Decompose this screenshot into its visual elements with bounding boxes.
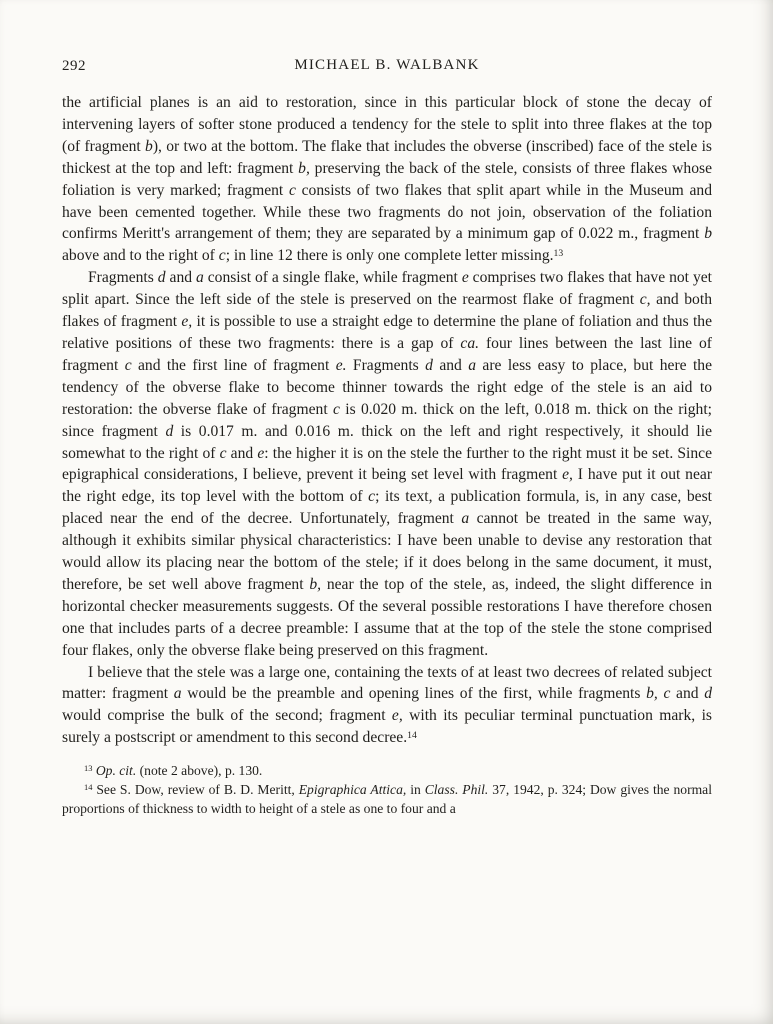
footnote-reference: 13 [553,247,564,259]
text-run: consist of a single flake, while fragment [203,269,462,287]
text-run: is 0.017 m. and 0.016 m. thick on the left and right respectively, it should lie somewhat to the right of [62,422,712,462]
italic-text: d [425,356,433,374]
italic-text: b, c [646,685,671,703]
footnote-reference: 14 [407,729,417,741]
paragraph [62,662,712,750]
text-run: consists of two flakes that split apart while in the Museum and have been cemented together. While these two fragments do not join, observation of the foliation confirms Meritt's arrangement of them; they are separated by a minimum gap of 0.022 m., fragment [62,181,713,243]
text-run: and [670,685,705,703]
text-run: preserving the back of the stele, consists of three flakes whose foliation is very marked; fragment [62,159,712,199]
text-run: See S. Dow, review of B. D. Meritt, [92,781,299,797]
italic-text: e. [335,356,347,374]
text-run: above and to the right of [62,247,219,265]
text-run: near the top of the stele, as, indeed, the slight difference in horizontal checker measurements suggests. Of the several possible restorations I have therefore chosen one that includes parts of a decree preamble: I assume that at the top of the stele the stone comprised four flakes, only the obverse flake being preserved on this fragment. [62,575,712,659]
italic-text: Class. Phil. [424,781,489,797]
running-head: MICHAEL B. WALBANK [294,57,480,73]
text-run: it is possible to use a straight edge to determine the plane of foliation and thus the relative positions of these two fragments: there is a gap of [62,313,712,352]
italic-text: ca. [460,334,480,352]
page-header [62,57,712,77]
italic-text: b [704,225,712,243]
text-run: and [165,269,196,287]
text-run: : the higher it is on the stele the further to the right must it be set. Since epigraphical considerations, I believe, prevent it being set level with fragment [62,444,713,484]
text-run: ; its text, a publication formula, is, in any case, best placed near the end of the decree. Unfortunately, fragment [62,488,712,528]
text-run: are less easy to place, but here the tendency of the obverse flake to become thinner towards the right edge of the stele is an aid to restoration: the obverse flake of fragment [62,356,713,418]
text-run: would be the preamble and opening lines of the first, while fragments [181,685,647,703]
italic-text: c [218,247,226,265]
body-paragraphs [62,92,712,749]
italic-text: e [257,444,265,462]
italic-text: e, [181,313,193,331]
italic-text: Epigraphica Attica, [298,781,407,797]
italic-text: c [333,400,340,418]
italic-text: d [704,685,713,703]
footnote [62,762,712,781]
italic-text: a [461,510,470,528]
text-run: I have put it out near the right edge, its top level with the bottom of [62,466,713,506]
text-run: is 0.020 m. thick on the left, 0.018 m. thick on the right; since fragment [62,400,712,440]
text-run: and [432,356,469,374]
text-run: ), or two at the bottom. The flake that includes the obverse (inscribed) face of the stele is thickest at the top and left: fragment [62,137,712,177]
italic-text: d [157,269,166,287]
italic-text: d [165,422,174,440]
italic-text: a [173,685,182,703]
italic-text: e, [391,707,403,725]
text-run: in [406,781,425,797]
italic-text: a [195,269,204,287]
text-run: and both flakes of fragment [62,291,712,331]
text-run: would comprise the bulk of the second; fragment [62,707,392,725]
italic-text: c [368,488,376,506]
text-run: cannot be treated in the same way, although it exhibits similar physical characteristics: I have been unable to devise any restoration that would allow its placing near the bottom of the stele; if it does belong in the same document, it must, therefore, be set well above fragment [62,510,713,593]
footnote-reference: 14 [84,781,93,792]
italic-text: b, [298,159,310,177]
page-content [62,57,712,819]
text-run: I believe that the stele was a large one, containing the texts of at least two decrees of related subject matter: fragment [62,663,712,703]
paragraph [62,267,712,661]
text-run: 37, 1942, p. 324; Dow gives the normal proportions of thickness to width to height of a stele as one to four and a [62,781,712,816]
italic-text: e, [562,466,573,484]
footnote-reference: 13 [84,763,93,774]
italic-text: c [288,181,296,199]
italic-text: c, [639,291,651,309]
text-run: comprises two flakes that have not yet split apart. Since the left side of the stele is preserved on the rearmost flake of fragment [62,269,712,309]
text-run: and [226,444,258,462]
text-run: ; in line 12 there is only one complete letter missing. [225,247,554,265]
italic-text: e [461,269,469,287]
italic-text: c [124,356,132,374]
italic-text: Op. cit. [95,763,137,779]
text-run: with its peculiar terminal punctuation mark, is surely a postscript or amendment to this second decree. [62,707,712,747]
italic-text: c [219,444,227,462]
footnote [62,781,712,819]
italic-text: b [145,137,153,155]
text-run: Fragments [346,356,426,374]
text-run: Fragments [88,269,158,287]
italic-text: a [468,356,477,374]
text-run: and the first line of fragment [131,356,336,374]
text-run: (note 2 above), p. 130. [136,763,263,779]
footnotes [62,762,712,818]
italic-text: b, [309,575,322,593]
paragraph [62,92,712,267]
text-run: four lines between the last line of fragment [62,334,712,374]
text-run: the artificial planes is an aid to restoration, since in this particular block of stone the decay of intervening layers of softer stone produced a tendency for the stele to split into three flakes at the top (of fragment [62,94,712,155]
page-number: 292 [62,58,86,74]
